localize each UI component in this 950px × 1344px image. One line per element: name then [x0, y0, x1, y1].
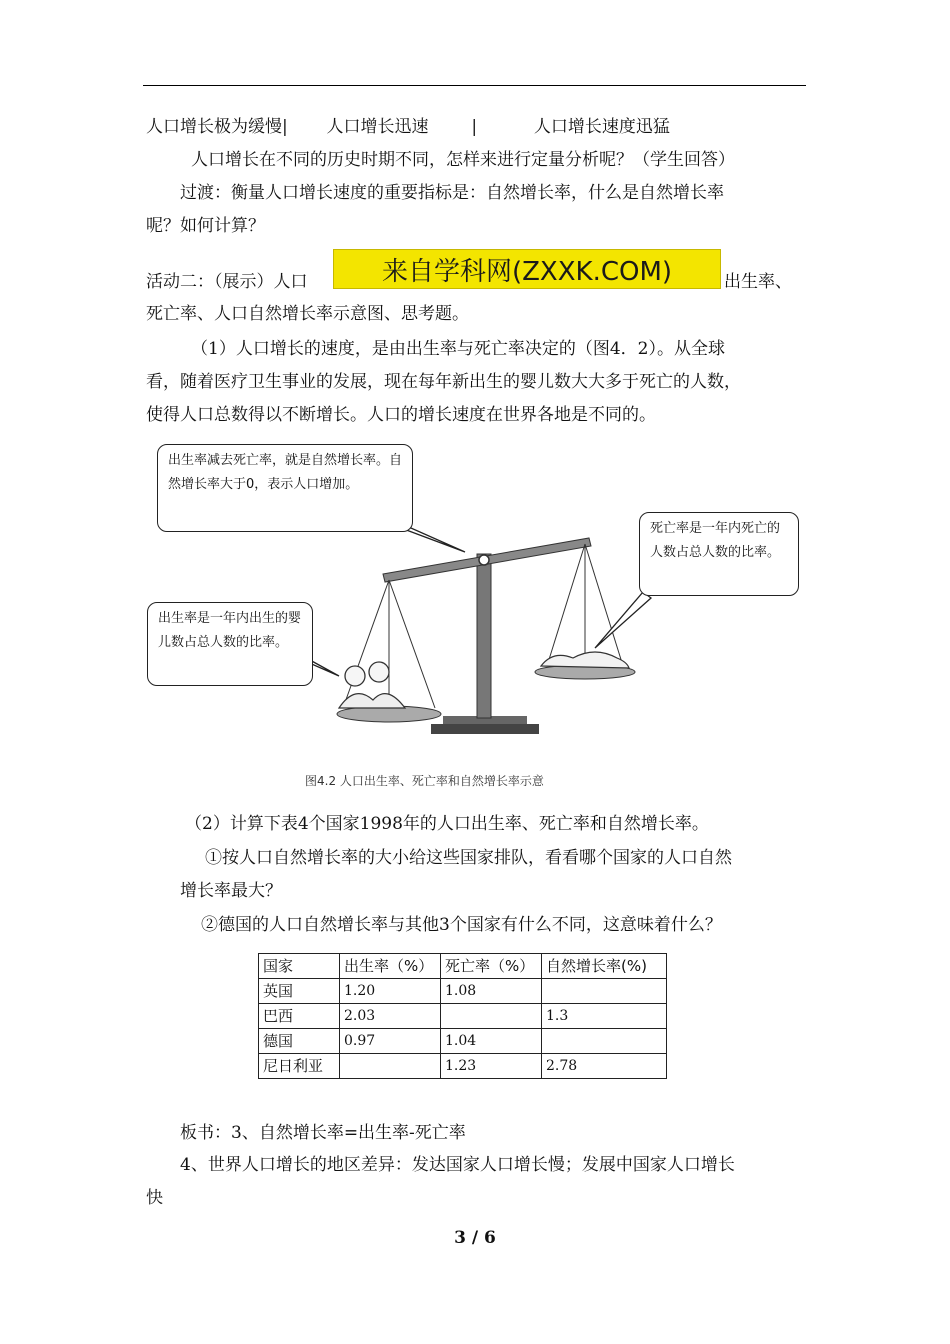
table-cell	[542, 979, 667, 1004]
table-cell	[441, 1004, 542, 1029]
paragraph-line: 过渡：衡量人口增长速度的重要指标是：自然增长率，什么是自然增长率	[180, 183, 724, 203]
paragraph-line: 快	[146, 1188, 163, 1208]
stage-fast: 人口增长迅速	[326, 117, 429, 137]
stage-separator: |	[471, 117, 478, 137]
table-cell: 1.3	[542, 1004, 667, 1029]
board-note-four: 4、世界人口增长的地区差异：发达国家人口增长慢；发展中国家人口增长	[180, 1155, 735, 1175]
table-header-cell: 出生率（%）	[340, 954, 441, 979]
header-rule	[143, 85, 806, 86]
page-number: 3 / 6	[454, 1228, 496, 1248]
table-cell: 巴西	[259, 1004, 340, 1029]
table-cell: 尼日利亚	[259, 1054, 340, 1079]
table-cell	[542, 1029, 667, 1054]
table-header-cell: 国家	[259, 954, 340, 979]
table-cell: 2.78	[542, 1054, 667, 1079]
paragraph-line: （1）人口增长的速度，是由出生率与死亡率决定的（图4．2）。从全球	[191, 339, 725, 359]
table-row	[259, 1029, 667, 1054]
table-row	[259, 1054, 667, 1079]
table-cell: 1.08	[441, 979, 542, 1004]
table-cell: 1.23	[441, 1054, 542, 1079]
question-item-two: ②德国的人口自然增长率与其他3个国家有什么不同，这意味着什么？	[201, 915, 722, 935]
paragraph-line: 增长率最大？	[180, 881, 282, 901]
birth-rate-callout: 出生率是一年内出生的婴儿数占总人数的比率。	[147, 602, 313, 686]
stage-rapid: 人口增长速度迅猛	[533, 117, 670, 137]
table-header-row	[259, 954, 667, 979]
paragraph-line: 出生率、	[724, 272, 792, 292]
table-cell: 德国	[259, 1029, 340, 1054]
table-header-cell: 死亡率（%）	[441, 954, 542, 979]
table-cell: 2.03	[340, 1004, 441, 1029]
table-cell: 英国	[259, 979, 340, 1004]
question-two: （2）计算下表4个国家1998年的人口出生率、死亡率和自然增长率。	[185, 814, 709, 834]
activity-two-label: 活动二：（展示）人口	[146, 272, 308, 292]
paragraph-line: 看，随着医疗卫生事业的发展，现在每年新出生的婴儿数大大多于死亡的人数，	[146, 372, 741, 392]
paragraph-line: 死亡率、人口自然增长率示意图、思考题。	[146, 304, 469, 324]
board-note-three: 板书：3、自然增长率=出生率-死亡率	[180, 1123, 466, 1143]
watermark-banner: 来自学科网(ZXXK.COM)	[333, 249, 721, 289]
table-cell: 1.20	[340, 979, 441, 1004]
death-rate-callout: 死亡率是一年内死亡的人数占总人数的比率。	[639, 512, 799, 596]
stage-slow: 人口增长极为缓慢|	[146, 117, 288, 137]
paragraph-line: 呢？如何计算？	[146, 216, 265, 236]
paragraph-line: 使得人口总数得以不断增长。人口的增长速度在世界各地是不同的。	[146, 405, 656, 425]
figure-caption: 图4.2 人口出生率、死亡率和自然增长率示意	[305, 774, 544, 788]
table-cell	[340, 1054, 441, 1079]
table-header-cell: 自然增长率(%)	[542, 954, 667, 979]
table-cell: 0.97	[340, 1029, 441, 1054]
question-item-one: ①按人口自然增长率的大小给这些国家排队，看看哪个国家的人口自然	[205, 848, 732, 868]
balance-scale-figure	[143, 432, 815, 802]
paragraph-line: 人口增长在不同的历史时期不同，怎样来进行定量分析呢？（学生回答）	[191, 150, 735, 170]
table-row	[259, 979, 667, 1004]
natural-growth-callout: 出生率减去死亡率，就是自然增长率。自然增长率大于0，表示人口增加。	[157, 444, 413, 532]
stage-row	[146, 115, 670, 139]
table-cell: 1.04	[441, 1029, 542, 1054]
birth-death-rate-table	[258, 953, 667, 1079]
table-row	[259, 1004, 667, 1029]
